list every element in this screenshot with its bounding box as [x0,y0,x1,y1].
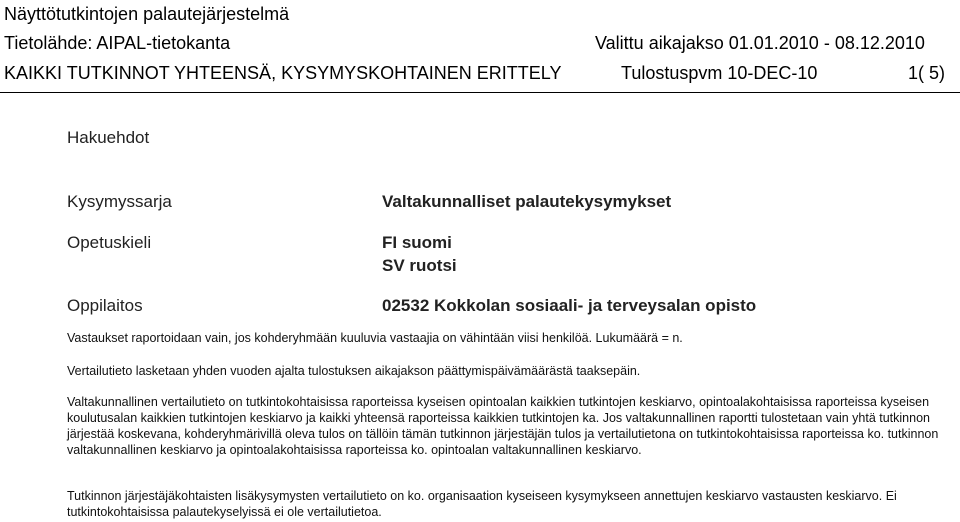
print-date: Tulostuspvm 10-DEC-10 [621,63,818,83]
institution-label: Oppilaitos [67,296,143,315]
header-divider [0,92,960,93]
question-set-value: Valtakunnalliset palautekysymykset [382,192,672,211]
criteria-heading: Hakuehdot [67,128,150,147]
selected-period: Valittu aikajakso 01.01.2010 - 08.12.2010 [595,33,925,53]
question-set-label: Kysymyssarja [67,192,172,211]
note-national-comparison: Valtakunnallinen vertailutieto on tutkintokohtaisissa raporteissa kyseisen opintoalan kaikkien tutkintojen keskiarvo, opintoalakohtaisissa raporteissa kyseisen koulutusalan kaikkien tutkintojen keskiarvo ja kaikki yhteensä raporteissa kaikkien tutkintojen ka. Jos valtakunnallinen raportti tulostetaan vain yhtä tutkinnon järjestää koskevana, kohderyhmärivillä oleva tulos on tällöin tämän tutkinnon järjestäjän tulos ja vertailutietona on tutkintokohtaisissa raporteissa ko. tutkinnon valtakunnallinen keskiarvo ja opintoalakohtaisissa raporteissa ko. opintoalan valtakunnallinen keskiarvo. [67,395,939,457]
language-value-fi: FI suomi [382,233,452,252]
institution-value: 02532 Kokkolan sosiaali- ja terveysalan opisto [382,296,757,315]
page-number: 1( 5) [908,63,946,83]
note-additional-questions: Tutkinnon järjestäjäkohtaisten lisäkysymysten vertailutieto on ko. organisaation kyseiseen kysymykseen annettujen keskiarvo vastausten keskiarvo. Ei tutkintokohtaisissa palautekyselyissä ei ole vertailutietoa. [67,489,897,519]
note-comparison-period: Vertailutieto lasketaan yhden vuoden ajalta tulostuksen aikajakson päättymispäivämäärästä taaksepäin. [67,364,641,378]
data-source: Tietolähde: AIPAL-tietokanta [4,33,231,53]
language-value-sv: SV ruotsi [382,256,457,275]
note-threshold: Vastaukset raportoidaan vain, jos kohderyhmään kuuluvia vastaajia on vähintään viisi henkilöä. Lukumäärä = n. [67,331,683,345]
report-title: KAIKKI TUTKINNOT YHTEENSÄ, KYSYMYSKOHTAINEN ERITTELY [4,63,562,83]
system-title: Näyttötutkintojen palautejärjestelmä [4,4,290,24]
language-label: Opetuskieli [67,233,152,252]
